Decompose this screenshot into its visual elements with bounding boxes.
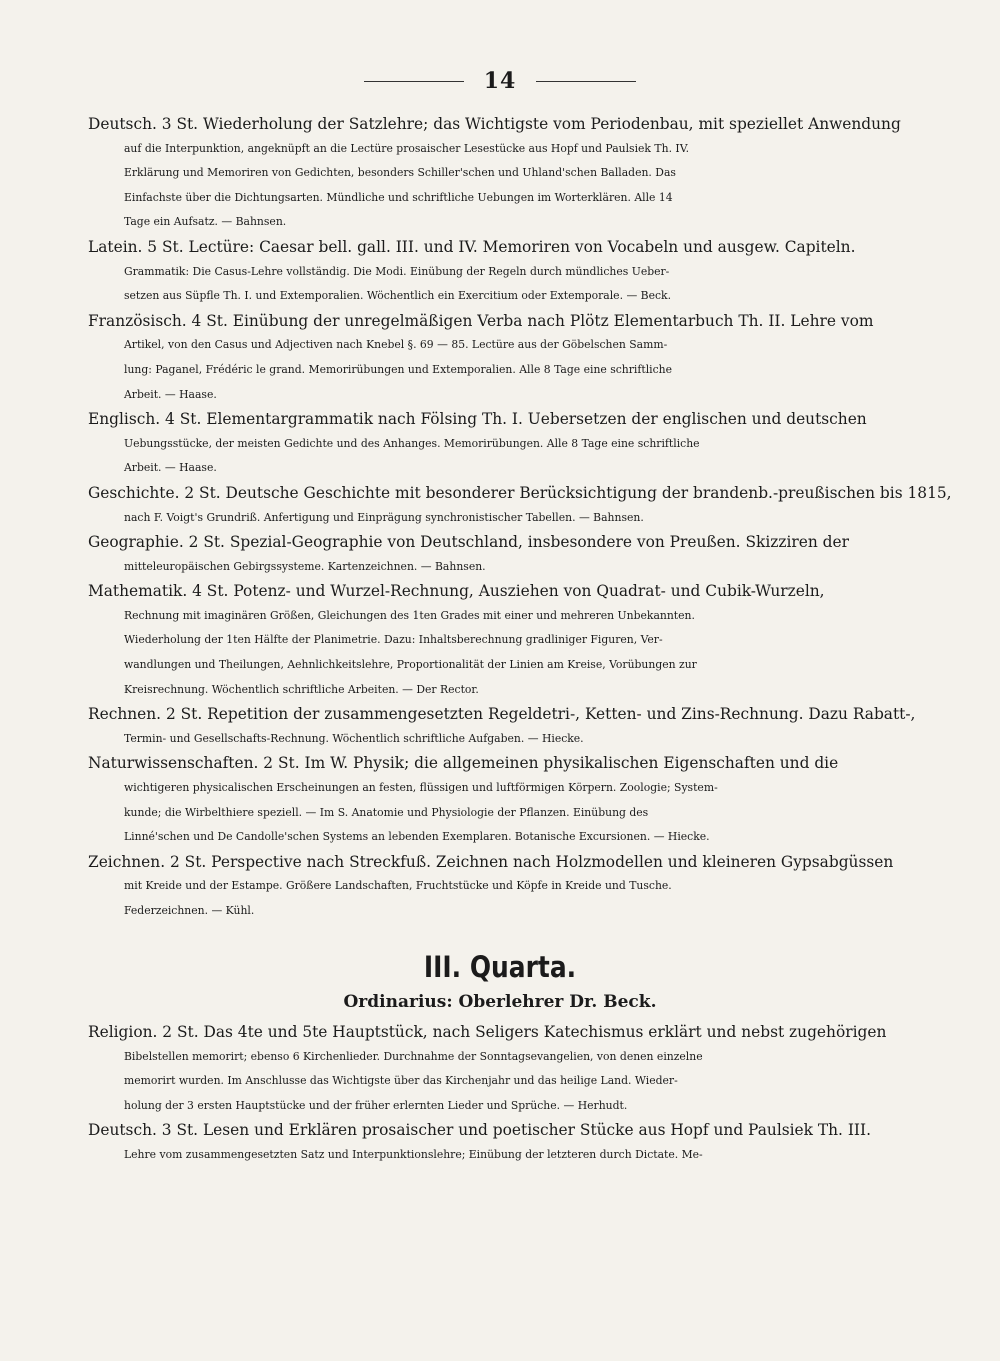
text-line: Termin- und Gesellschafts-Rechnung. Wöchentlich schriftliche Aufgaben. — Hiecke. bbox=[124, 731, 584, 745]
subject-entry bbox=[88, 1020, 968, 1118]
text-line: Rechnung mit imaginären Größen, Gleichungen des 1ten Grades mit einer und mehreren Unbekannten. bbox=[124, 608, 695, 622]
text-line: memorirt wurden. Im Anschlusse das Wichtigste über das Kirchenjahr und das heilige Land. Wieder- bbox=[124, 1074, 678, 1088]
subject-entry bbox=[88, 235, 968, 309]
text-line: Arbeit. — Haase. bbox=[124, 461, 217, 475]
text-line: Arbeit. — Haase. bbox=[124, 387, 217, 401]
text-line: Einfachste über die Dichtungsarten. Mündliche und schriftliche Uebungen im Worterklären. Alle 14 bbox=[124, 190, 673, 204]
text-line: Grammatik: Die Casus-Lehre vollständig. Die Modi. Einübung der Regeln durch mündliches Ueber- bbox=[124, 264, 670, 278]
subject-entry bbox=[88, 702, 968, 751]
text-line: Geographie. 2 St. Spezial-Geographie von Deutschland, insbesondere von Preußen. Skizziren der bbox=[88, 533, 849, 552]
text-line: mitteleuropäischen Gebirgssysteme. Kartenzeichnen. — Bahnsen. bbox=[124, 559, 486, 573]
subject-entry bbox=[88, 850, 968, 924]
text-line: Religion. 2 St. Das 4te und 5te Hauptstück, nach Seligers Katechismus erklärt und nebst zugehörigen bbox=[88, 1023, 887, 1041]
text-line: lung: Paganel, Frédéric le grand. Memorirübungen und Extemporalien. Alle 8 Tage eine schriftliche bbox=[124, 362, 673, 376]
text-line: Rechnen. 2 St. Repetition der zusammengesetzten Regeldetri-, Ketten- und Zins-Rechnung. Dazu Rabatt-, bbox=[88, 705, 916, 724]
text-line: Deutsch. 3 St. Lesen und Erklären prosaischer und poetischer Stücke aus Hopf und Paulsiek Th. III. bbox=[88, 1121, 871, 1140]
text-line: Deutsch. 3 St. Wiederholung der Satzlehre; das Wichtigste vom Periodenbau, mit speziellet Anwendung bbox=[88, 115, 901, 133]
page-header bbox=[0, 68, 1000, 94]
subject-entry bbox=[88, 579, 968, 702]
curriculum-section-top bbox=[88, 112, 968, 924]
text-line: Erklärung und Memoriren von Gedichten, besonders Schiller'schen und Uhland'schen Balladen. Das bbox=[124, 166, 676, 180]
text-line: Federzeichnen. — Kühl. bbox=[124, 904, 255, 917]
text-line: auf die Interpunktion, angeknüpft an die Lectüre prosaischer Lesestücke aus Hopf und Paulsiek Th. IV. bbox=[124, 141, 690, 155]
text-line: Mathematik. 4 St. Potenz- und Wurzel-Rechnung, Ausziehen von Quadrat- und Cubik-Wurzeln, bbox=[88, 582, 825, 601]
header-rule-right bbox=[536, 81, 636, 82]
text-line: nach F. Voigt's Grundriß. Anfertigung und Einprägung synchronistischer Tabellen. — Bahnsen. bbox=[124, 510, 644, 524]
text-line: mit Kreide und der Estampe. Größere Landschaften, Fruchtstücke und Köpfe in Kreide und Tusche. bbox=[124, 879, 672, 893]
text-line: Kreisrechnung. Wöchentlich schriftliche Arbeiten. — Der Rector. bbox=[124, 682, 479, 696]
text-line: Französisch. 4 St. Einübung der unregelmäßigen Verba nach Plötz Elementarbuch Th. II. Lehre vom bbox=[88, 311, 874, 330]
text-line: Latein. 5 St. Lectüre: Caesar bell. gall. III. und IV. Memoriren von Vocabeln und ausgew. Capiteln. bbox=[88, 237, 856, 256]
text-line: Uebungsstücke, der meisten Gedichte und des Anhanges. Memorirübungen. Alle 8 Tage eine schriftliche bbox=[124, 436, 700, 450]
header-rule-left bbox=[364, 81, 464, 82]
subject-entry bbox=[88, 481, 968, 530]
subject-entry bbox=[88, 751, 968, 849]
page-number: 14 bbox=[483, 68, 517, 94]
text-line: kunde; die Wirbelthiere speziell. — Im S. Anatomie und Physiologie der Pflanzen. Einübung des bbox=[124, 805, 649, 819]
subject-entry bbox=[88, 1118, 968, 1167]
text-line: setzen aus Süpfle Th. I. und Extemporalien. Wöchentlich ein Exercitium oder Extemporale. — Beck. bbox=[124, 289, 672, 303]
section-title: III. Quarta. bbox=[423, 950, 577, 984]
text-line: Geschichte. 2 St. Deutsche Geschichte mit besonderer Berücksichtigung der brandenb.-preußischen bis 1815, bbox=[88, 483, 952, 502]
text-line: Lehre vom zusammengesetzten Satz und Interpunktionslehre; Einübung der letzteren durch Dictate. Me- bbox=[124, 1147, 703, 1161]
text-line: wichtigeren physicalischen Erscheinungen an festen, flüssigen und luftförmigen Körpern. Zoologie; System- bbox=[124, 781, 718, 795]
subject-entry bbox=[88, 309, 968, 407]
text-line: Bibelstellen memorirt; ebenso 6 Kirchenlieder. Durchnahme der Sonntagsevangelien, von denen einzelne bbox=[124, 1049, 703, 1063]
subject-entry bbox=[88, 407, 968, 481]
text-line: wandlungen und Theilungen, Aehnlichkeitslehre, Proportionalität der Linien am Kreise, Vorübungen zur bbox=[124, 658, 697, 672]
text-line: Linné'schen und De Candolle'schen Systems an lebenden Exemplaren. Botanische Excursionen. — Hiecke. bbox=[124, 830, 710, 844]
subject-entry bbox=[88, 112, 968, 235]
text-line: Naturwissenschaften. 2 St. Im W. Physik; die allgemeinen physikalischen Eigenschaften und die bbox=[88, 754, 839, 773]
text-line: holung der 3 ersten Hauptstücke und der früher erlernten Lieder und Sprüche. — Herhudt. bbox=[124, 1098, 628, 1112]
text-line: Artikel, von den Casus und Adjectiven nach Knebel §. 69 — 85. Lectüre aus der Göbelschen Samm- bbox=[124, 338, 668, 352]
text-line: Tage ein Aufsatz. — Bahnsen. bbox=[124, 215, 287, 229]
subject-entry bbox=[88, 530, 968, 579]
curriculum-section-bottom bbox=[88, 1020, 968, 1168]
text-line: Wiederholung der 1ten Hälfte der Planimetrie. Dazu: Inhaltsberechnung gradliniger Figuren, Ver- bbox=[124, 633, 663, 647]
text-line: Englisch. 4 St. Elementargrammatik nach Fölsing Th. I. Uebersetzen der englischen und deutschen bbox=[88, 410, 867, 429]
text-line: Zeichnen. 2 St. Perspective nach Streckfuß. Zeichnen nach Holzmodellen und kleineren Gypsabgüssen bbox=[88, 852, 894, 871]
ordinarius-line: Ordinarius: Oberlehrer Dr. Beck. bbox=[343, 992, 657, 1012]
